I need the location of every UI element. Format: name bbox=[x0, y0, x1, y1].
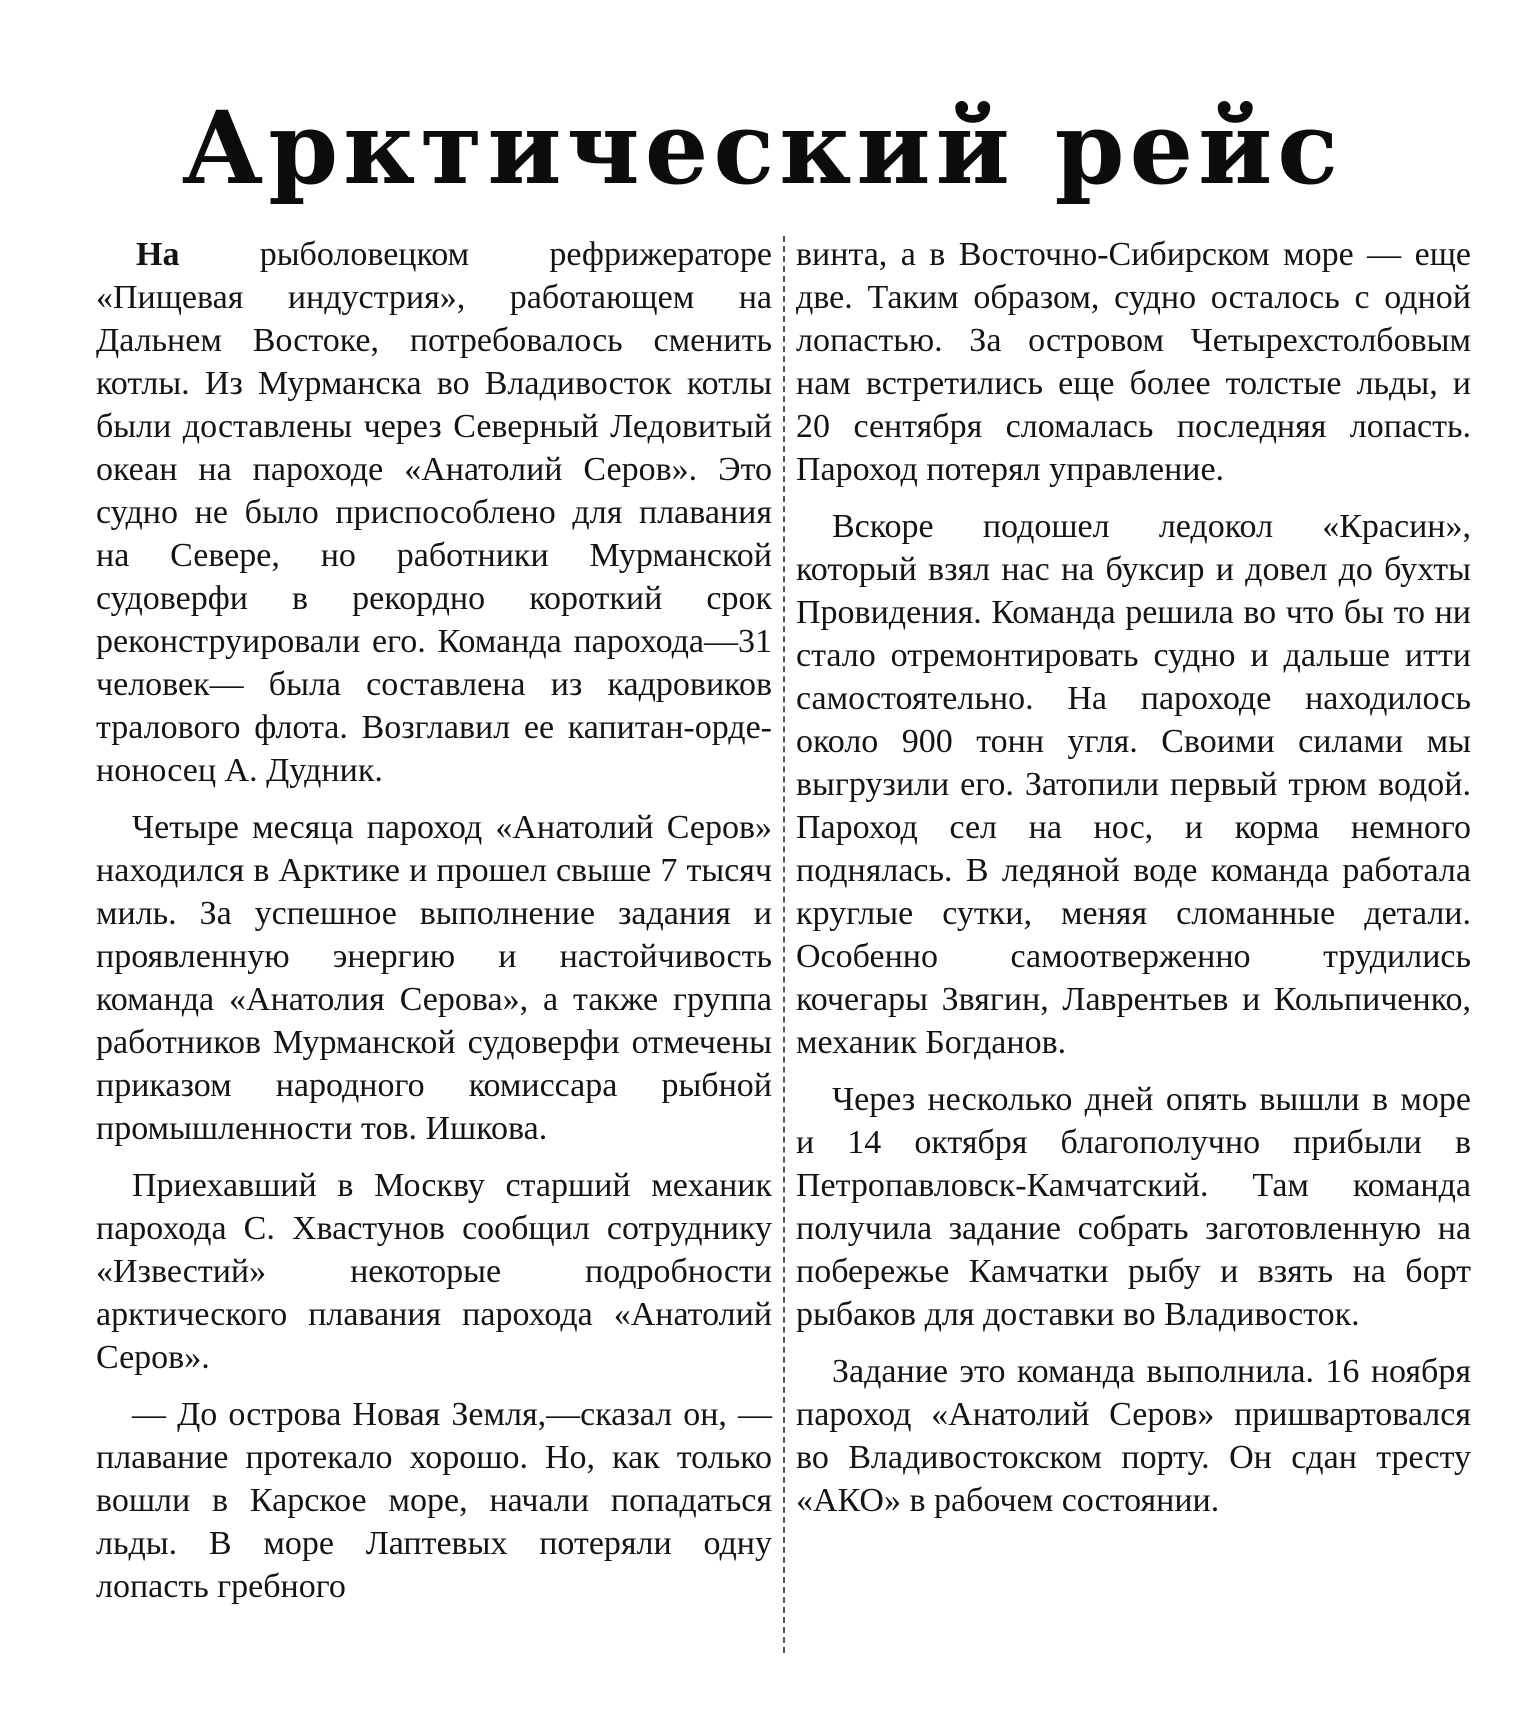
paragraph-text: рыболовецком рефрижераторе «Пищевая индустрия», работающем на Дальнем Востоке, потребовалось сменить котлы. Из Мурманска во Владивосток котлы были доставлены через Северный Ледовитый океан на пароходе «Анатолий Серов». Это судно не было приспособлено для плавания на Севере, но работники Мурманской судоверфи в рекордно короткий срок реконструировали его. Команда парохода—31 человек— была составлена из кадровиков тралового флота. Возглавил ее капитан-орденоносец А. Дудник. bbox=[96, 236, 772, 789]
article-paragraph-split-start: — До острова Новая Земля,—сказал он, — плавание протекало хорошо. Но, как только вошли в Карское море, начали попадаться льды. В море Лаптевых потеряли одну лопасть гребного bbox=[96, 1396, 772, 1605]
article-paragraph: Через несколько дней опять вышли в море и 14 октября благополучно прибыли в Петропавловск-Камчатский. Там команда получила задание собрать заготовленную на побережье Камчатки рыбу и взять на борт рыбаков для доставки во Владивосток. bbox=[796, 1081, 1471, 1333]
article-column-right bbox=[796, 233, 1471, 1536]
article-paragraph: Четыре месяца пароход «Анатолий Серов» находился в Арктике и прошел свыше 7 тысяч миль. За успешное выполнение задания и проявленную энергию и настойчивость команда «Анатолия Серова», а также группа работников Мурманской судоверфи отмечены приказом народного комиссара рыбной промышленности тов. Ишкова. bbox=[96, 809, 772, 1147]
article-column-left bbox=[96, 233, 772, 1622]
article-paragraph-split-end: винта, а в Восточно-Сибирском море — еще две. Таким образом, судно осталось с одной лопастью. За островом Четырехстолбовым нам встретились еще более толстые льды, и 20 сентября сломалась последняя лопасть. Пароход потерял управление. bbox=[796, 236, 1471, 488]
article-paragraph: Задание это команда выполнила. 16 ноября пароход «Анатолий Серов» пришвартовался во Владивостокском порту. Он сдан тресту «АКО» в рабочем состоянии. bbox=[796, 1353, 1471, 1519]
article-paragraph: Вскоре подошел ледокол «Красин», который взял нас на буксир и довел до бухты Провидения. Команда решила во что бы то ни стало отремонтировать судно и дальше итти самостоятельно. На пароходе находилось около 900 тонн угля. Своими силами мы выгрузили его. Затопили первый трюм водой. Пароход сел на нос, и корма немного поднялась. В ледяной воде команда работала круглые сутки, меняя сломанные детали. Особенно самоотверженно трудились кочегары Звягин, Лаврентьев и Кольпиченко, механик Богданов. bbox=[796, 508, 1471, 1061]
article-title: Арктический рейс bbox=[181, 89, 1344, 207]
column-divider bbox=[783, 236, 785, 1653]
article-paragraph bbox=[96, 233, 772, 792]
article-paragraph: Приехавший в Москву старший механик парохода С. Хвастунов сообщил сотруднику «Известий» некоторые подробности арктического плавания парохода «Анатолий Серов». bbox=[96, 1167, 772, 1376]
lead-word: На bbox=[136, 236, 180, 273]
